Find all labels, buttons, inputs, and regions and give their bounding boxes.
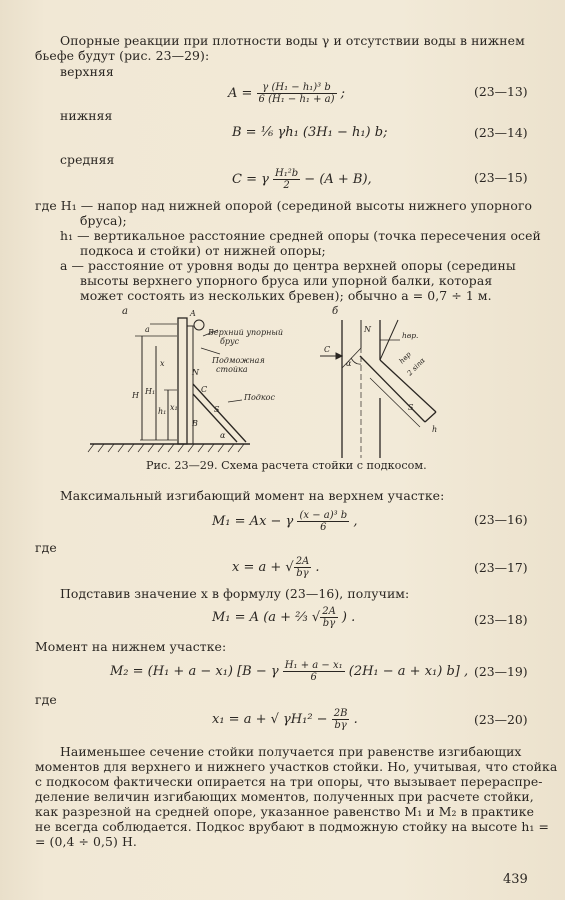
right-label-sina: 2 sinα	[405, 356, 427, 378]
definition-1a: где H₁ — напор над нижней опорой (серединой высоты нижнего упорного	[35, 198, 533, 213]
label-N: N	[192, 368, 199, 377]
figure-label-a: а	[122, 306, 128, 317]
intro-line-2: бьефе будут (рис. 23—29):	[35, 48, 210, 63]
intro-line-1: Опорные реакции при плотности воды γ и отсутствии воды в нижнем	[60, 33, 525, 48]
closing-line-4: деление величин изгибающих моментов, полученных при расчете стойки,	[35, 789, 534, 804]
definition-1b: бруса);	[80, 213, 127, 228]
text-upper-beam: Верхний упорный	[208, 328, 284, 337]
equation-23-18: M₁ = A (a + ⅔ √ $\frac{2A}{b\gamma}$ ) .	[212, 606, 356, 629]
label-substitute: Подставив значение x в формулу (23—16), получим:	[60, 586, 410, 601]
text-strut: Подкос	[244, 393, 275, 402]
equation-23-17: x = a + √ $\frac{2A}{b\gamma}$ .	[232, 556, 320, 579]
eqnum-23-13: (23—13)	[474, 84, 528, 99]
label-x: x	[160, 359, 165, 368]
label-max-moment: Максимальный изгибающий момент на верхнем участке:	[60, 488, 445, 503]
label-lower: нижняя	[60, 108, 113, 123]
eqnum-23-20: (23—20)	[474, 712, 528, 727]
figure-stand-with-strut	[80, 302, 500, 458]
label-where-2: где	[35, 692, 57, 707]
eqnum-23-15: (23—15)	[474, 170, 528, 185]
eqnum-23-16: (23—16)	[474, 512, 528, 527]
label-H: H	[132, 391, 139, 400]
label-h1: h₁	[158, 407, 167, 416]
closing-line-3: с подкосом фактически опирается на три опоры, что вызывает перераспре-	[35, 774, 543, 789]
eqnum-23-19: (23—19)	[474, 664, 528, 679]
definition-3a: a — расстояние от уровня воды до центра верхней опоры (середины	[60, 258, 516, 273]
label-C: C	[201, 385, 208, 394]
eqnum-23-17: (23—17)	[474, 560, 528, 575]
definition-2b: подкоса и стойки) от нижней опоры;	[80, 243, 326, 258]
closing-line-5: как разрезной на средней опоре, указанное равенство M₁ и M₂ в практике	[35, 804, 535, 819]
equation-23-20: x₁ = a + √ γH₁² − $\frac{2B}{b\gamma}$ .	[212, 708, 358, 731]
definition-2a: h₁ — вертикальное расстояние средней опоры (точка пересечения осей	[60, 228, 541, 243]
equation-23-15: C = γ $\frac{\text{H₁²b}}{2}$ − (A + B),	[232, 168, 372, 191]
label-x1: x₁	[170, 403, 178, 412]
page-number: 439	[503, 872, 528, 887]
text-sub-stand-2: стойка	[216, 365, 248, 374]
label-middle: средняя	[60, 152, 115, 167]
figure-label-b: б	[332, 306, 339, 317]
label-B: B	[192, 419, 198, 428]
equation-23-13: A = $\frac{\text{γ (H₁ − h₁)³ b}}{\text{6 (H₁ − h₁ + a)}}$ ;	[228, 82, 346, 105]
closing-line-2: моментов для верхнего и нижнего участков стойки. Но, учитывая, что стойка	[35, 759, 558, 774]
right-label-S: S	[408, 403, 414, 412]
text-sub-stand: Подможная	[212, 356, 265, 365]
label-H1: H₁	[145, 387, 156, 396]
right-label-hvr2: hвр	[397, 350, 413, 366]
right-label-hvr: hвр.	[402, 331, 419, 340]
label-upper: верхняя	[60, 64, 114, 79]
closing-line-6: не всегда соблюдается. Подкос врубают в подможную стойку на высоте h₁ =	[35, 819, 550, 834]
right-label-alpha: α	[346, 359, 352, 368]
figure-caption: Рис. 23—29. Схема расчета стойки с подкосом.	[146, 459, 427, 472]
label-S: S	[214, 405, 220, 414]
equation-23-19: M₂ = (H₁ + a − x₁) [B − γ $\frac{\text{H₁ + a − x₁}}{6}$ (2H₁ − a + x₁) b] ,	[110, 660, 469, 683]
definition-3b: высоты верхнего упорного бруса или упорной балки, которая	[80, 273, 493, 288]
closing-line-1: Наименьшее сечение стойки получается при равенстве изгибающих	[60, 744, 522, 759]
label-lower-moment: Момент на нижнем участке:	[35, 639, 227, 654]
definition-3c: может состоять из нескольких бревен); обычно a = 0,7 ÷ 1 м.	[80, 288, 492, 303]
right-label-C: C	[324, 345, 331, 354]
label-alpha: α	[220, 431, 226, 440]
equation-23-16: M₁ = Ax − γ $\frac{\text{(x − a)³ b}}{6}$ ,	[212, 510, 358, 533]
eqnum-23-14: (23—14)	[474, 125, 528, 140]
equation-23-14: B = ⅙ γh₁ (3H₁ − h₁) b;	[232, 125, 388, 140]
label-A: A	[190, 309, 196, 318]
label-where-1: где	[35, 540, 57, 555]
right-label-N: N	[364, 325, 371, 334]
text-upper-beam-2: брус	[220, 337, 240, 346]
right-label-h: h	[432, 425, 438, 434]
label-a-dim: a	[145, 325, 150, 334]
eqnum-23-18: (23—18)	[474, 612, 528, 627]
closing-line-7: = (0,4 ÷ 0,5) H.	[35, 834, 137, 849]
